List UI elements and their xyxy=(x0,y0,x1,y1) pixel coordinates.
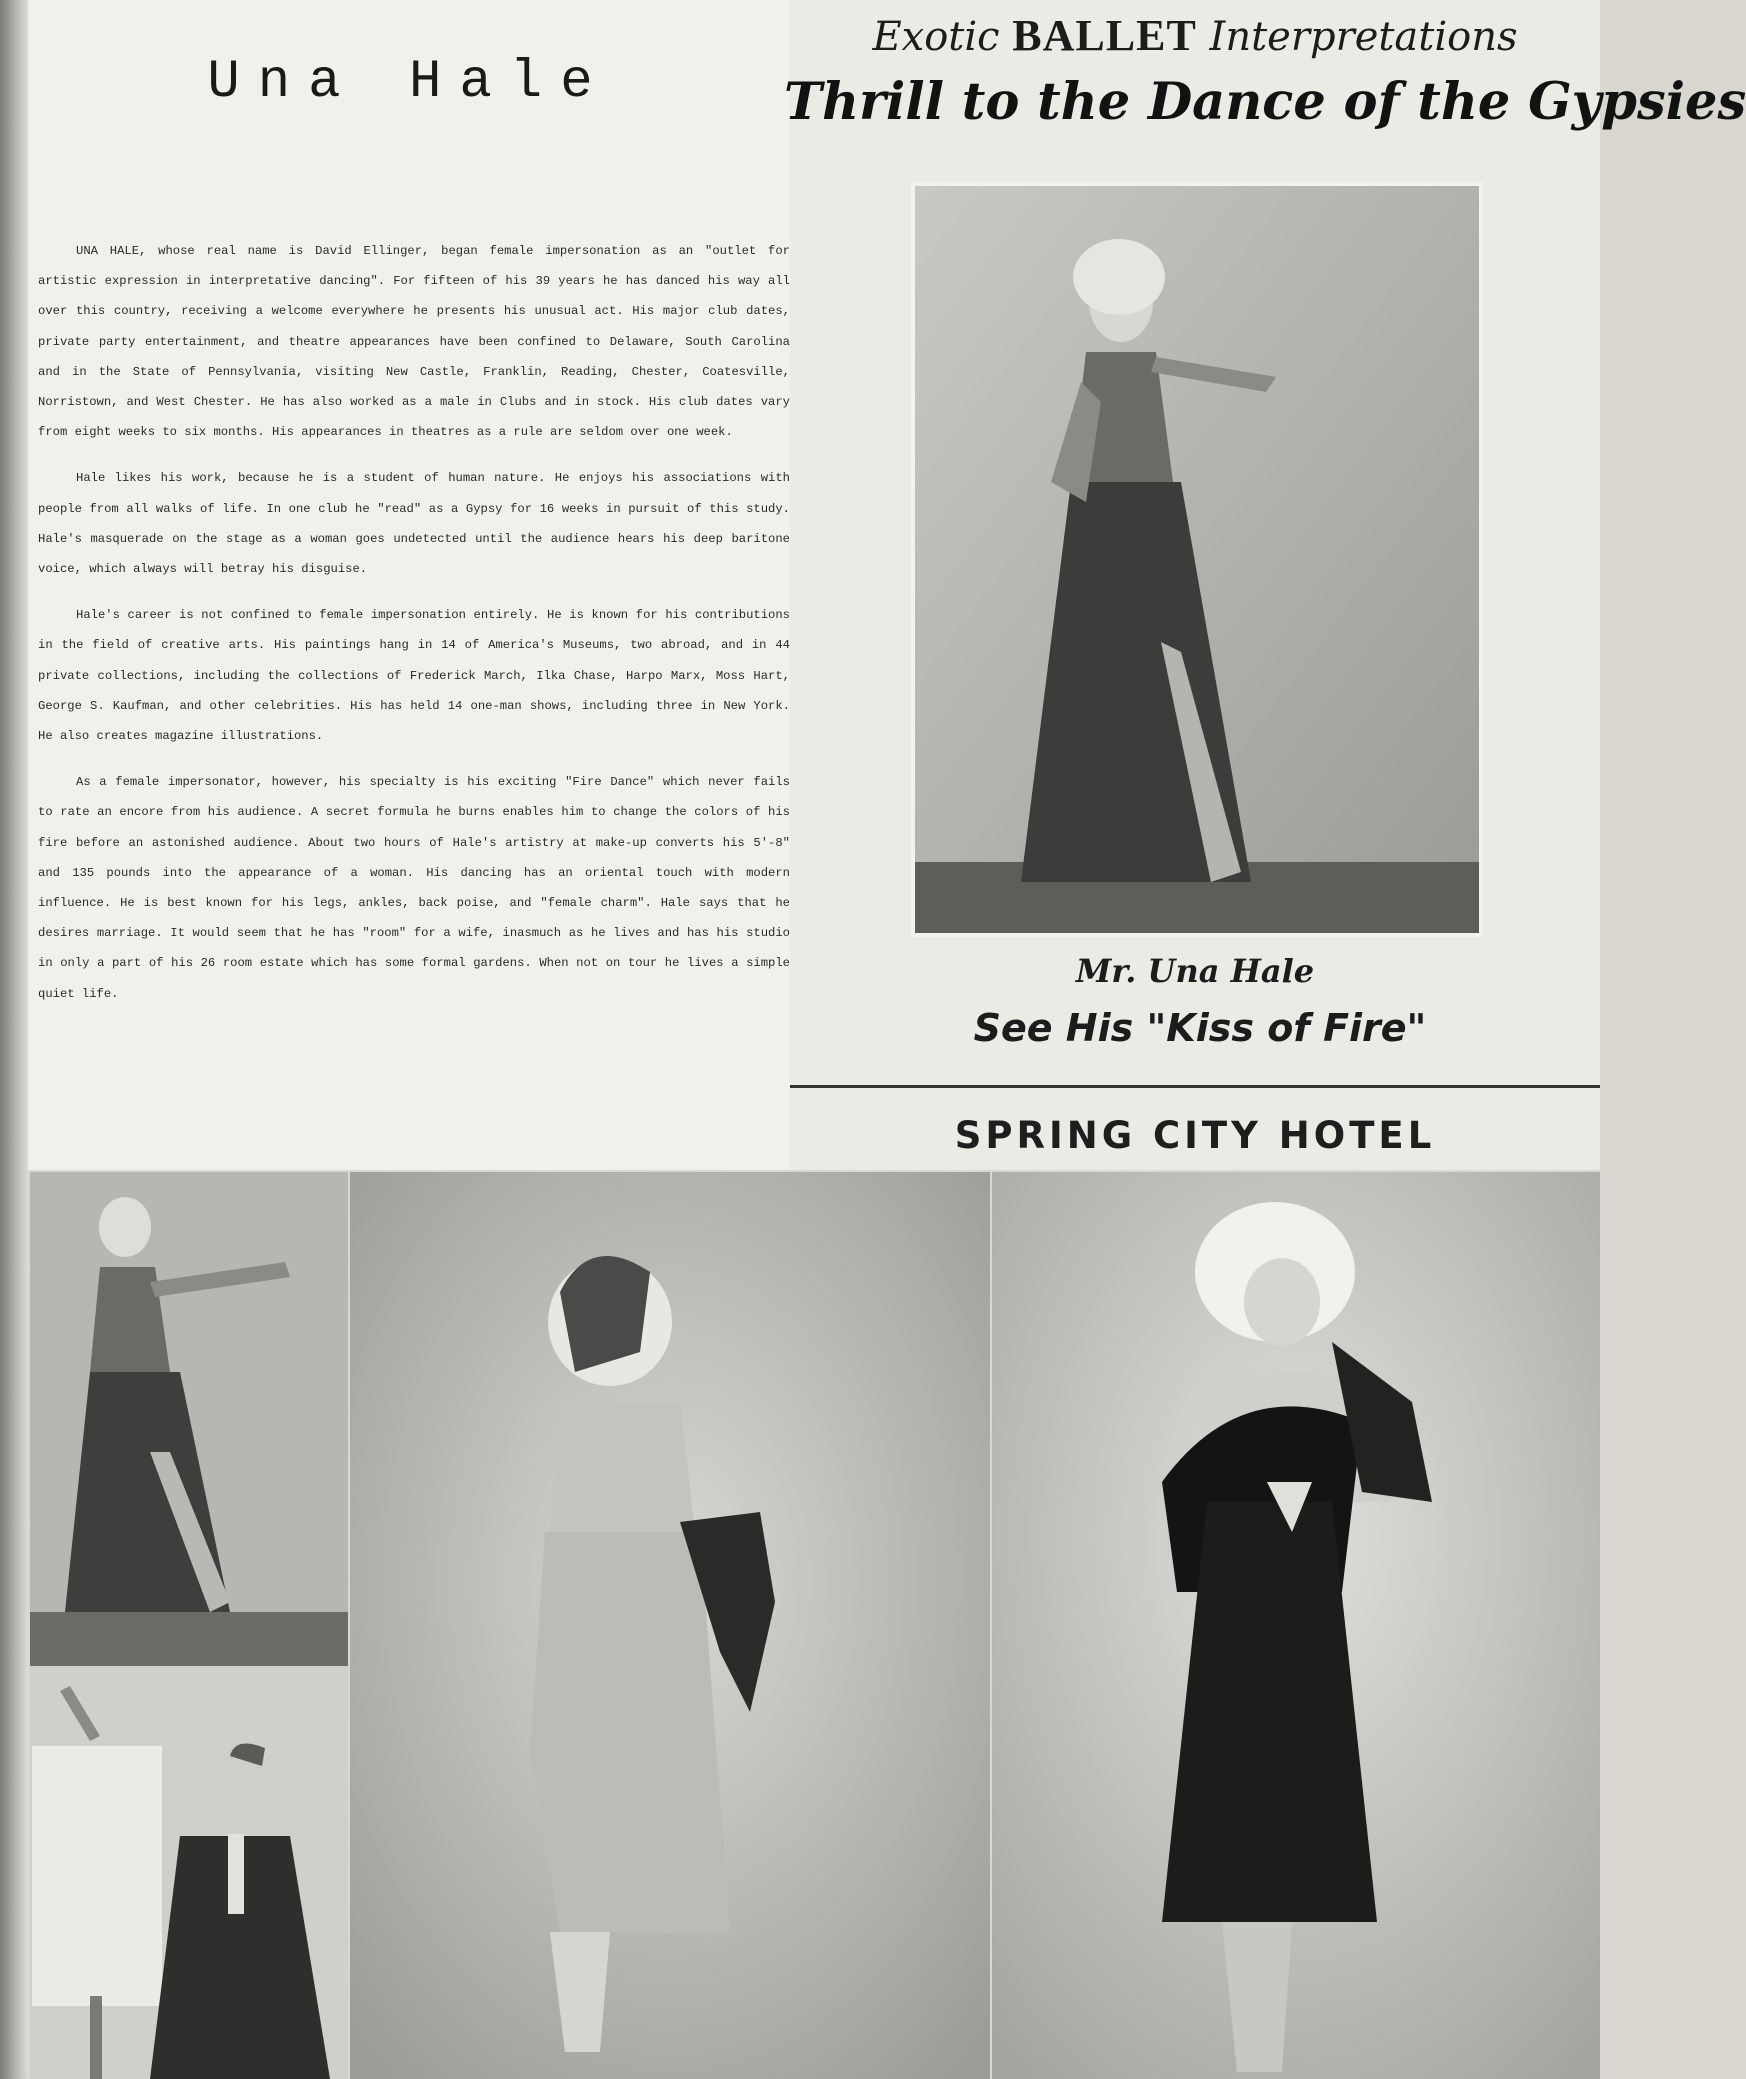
article-paragraph: Hale's career is not confined to female impersonation entirely. He is known for his contributions in the field of creative arts. His paintings hang in 14 of America's Museums, two abroad, and in 44 private collections, including the collections of Frederick March, Ilka Chase, Harpo Marx, Moss Hart, George S. Kaufman, and other celebrities. His has held 14 one-man shows, including three in New York. He also creates magazine illustrations. xyxy=(38,608,790,744)
article-paragraph: As a female impersonator, however, his specialty is his exciting "Fire Dance" which never fails to rate an encore from his audience. A secret formula he burns enables him to change the colors of his fire before an astonished audience. About two hours of Hale's artistry at make-up converts his 5'-8" and 135 pounds into the appearance of a woman. His dancing has an oriental touch with modern influence. He is best known for his legs, ankles, back poise, and "female charm". Hale says that he desires marriage. It would seem that he has "room" for a wife, inasmuch as he lives and has his studio in only a part of his 26 room estate which has some formal gardens. When not on tour he lives a simple quiet life. xyxy=(38,775,790,1001)
hotel-name: SPRING CITY HOTEL xyxy=(954,1114,1436,1157)
satin-gown-photo xyxy=(350,1172,990,2079)
fan-dress-photo xyxy=(992,1172,1600,2079)
headline-gypsies: Thrill to the Dance of the Gypsies xyxy=(784,72,1746,132)
headline-word: Interpretations xyxy=(1209,14,1518,60)
dancer-pose-photo xyxy=(30,1172,348,1666)
artist-portrait-photo xyxy=(30,1666,348,2079)
caption-name: Mr. Una Hale xyxy=(1075,952,1315,990)
headline-word: Exotic xyxy=(872,14,1000,60)
caption-tagline: See His "Kiss of Fire" xyxy=(973,1006,1427,1050)
article-title: Una Hale xyxy=(207,52,611,113)
article-paragraph: UNA HALE, whose real name is David Ellinger, began female impersonation as an "outlet for artistic expression in interpretative dancing". For fifteen of his 39 years he has danced his way all over this country, receiving a welcome everywhere he presents his unusual act. His major club dates, private party entertainment, and theatre appearances have been confined to Delaware, South Carolina and in the State of Pennsylvania, visiting New Castle, Franklin, Reading, Chester, Coatesville, Norristown, and West Chester. He has also worked as a male in Clubs and in stock. His club dates vary from eight weeks to six months. His appearances in theatres as a rule are seldom over one week. xyxy=(38,244,790,440)
article-column xyxy=(28,0,790,1170)
divider-rule xyxy=(790,1085,1600,1088)
article-paragraph: Hale likes his work, because he is a student of human nature. He enjoys his associations with people from all walks of life. In one club he "read" as a Gypsy for 16 weeks in pursuit of this study. Hale's masquerade on the stage as a woman goes undetected until the audience hears his deep baritone voice, which always will betray his disguise. xyxy=(38,471,790,577)
article-body xyxy=(38,236,790,1025)
headline-word-ballet: BALLET xyxy=(1012,11,1197,60)
headline-exotic-ballet xyxy=(790,10,1600,61)
main-dancer-photo xyxy=(911,182,1483,937)
promo-column xyxy=(784,0,1746,1170)
page-spine-shadow xyxy=(0,0,28,2079)
